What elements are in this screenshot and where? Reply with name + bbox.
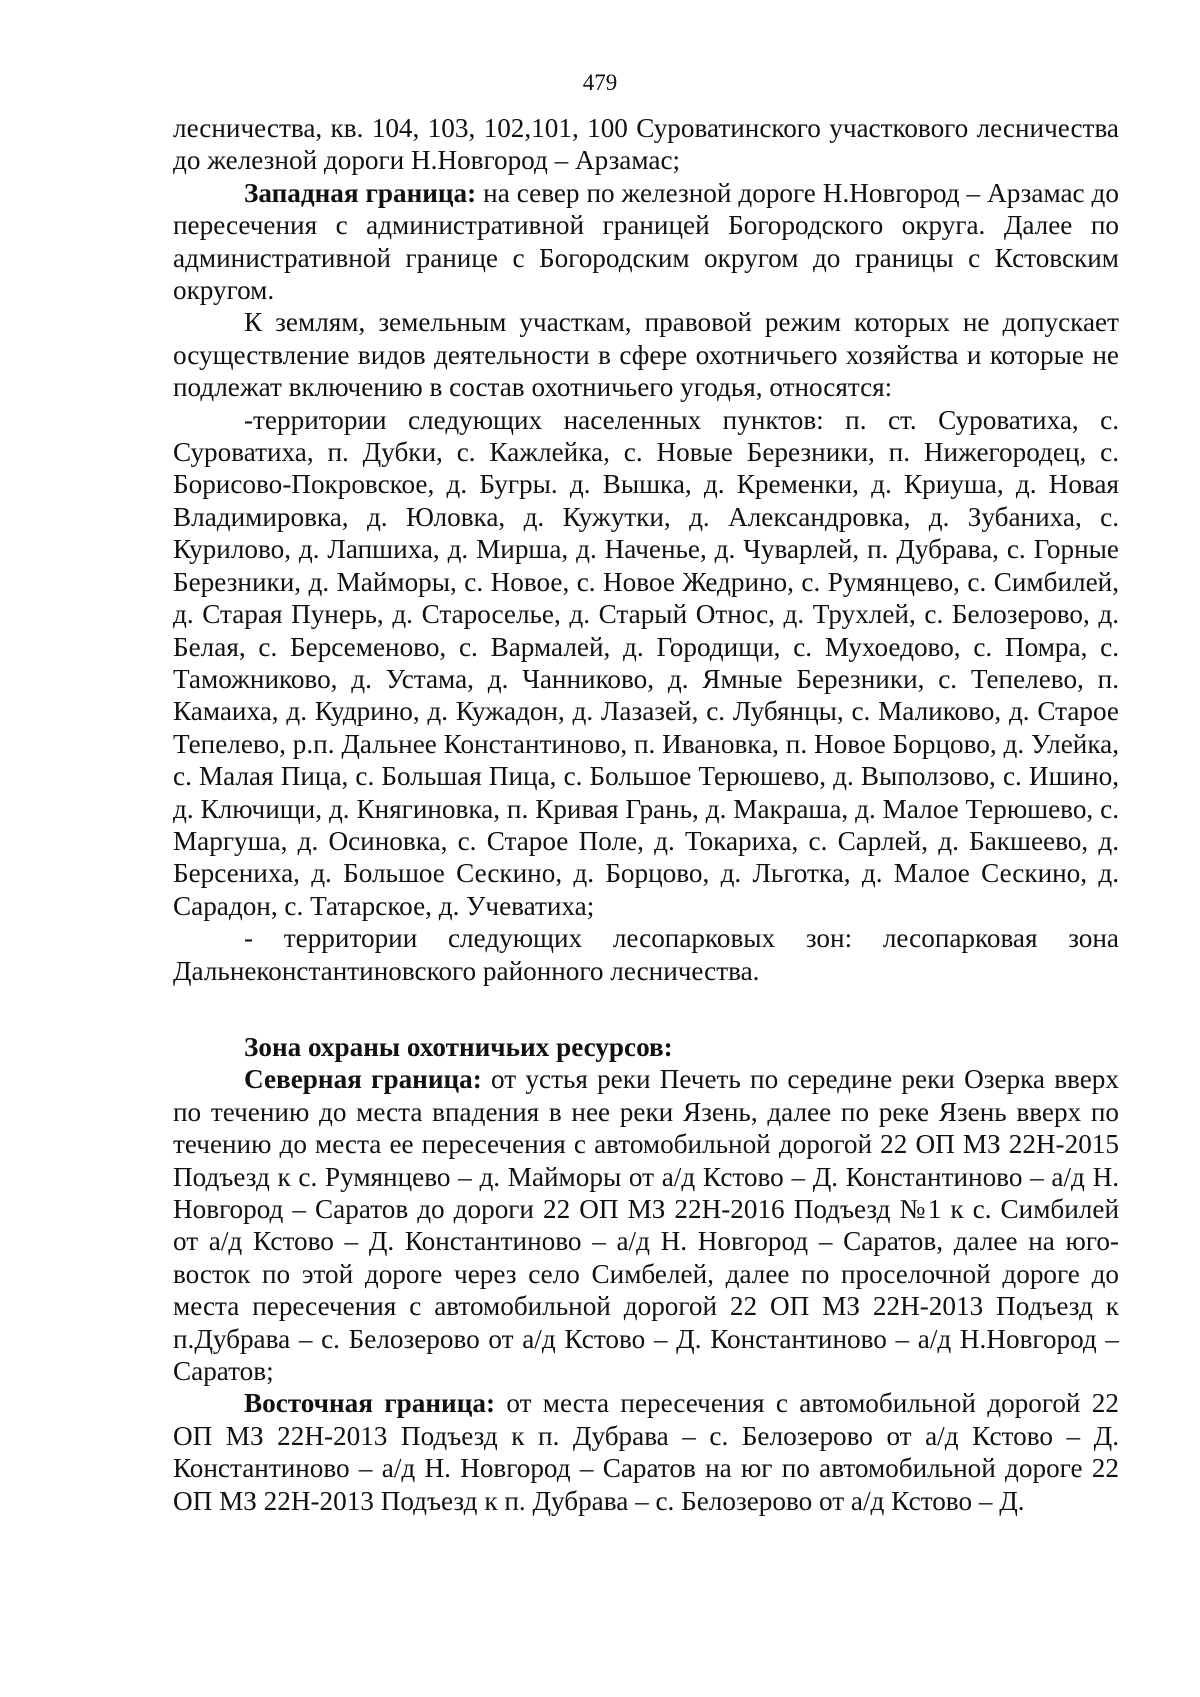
- eastern-border-label: Восточная граница:: [244, 1388, 496, 1419]
- section-heading-protection-zone: Зона охраны охотничьих ресурсов:: [244, 1031, 673, 1062]
- northern-border-label: Северная граница:: [244, 1064, 482, 1095]
- paragraph-eastern-border: [173, 1387, 1119, 1517]
- eastern-border-text: от места пересечения с автомобильной дорогой 22 ОП МЗ 22Н-2013 Подъезд к п. Дубрава – с. Белозерово от а/д Кстово – Д. Константиново – а/д Н. Новгород – Саратов на юг по автомобильной дороге 22 ОП МЗ 22Н-2013 Подъезд к п. Дубрава – с. Белозерово от а/д Кстово – Д.: [173, 1388, 1119, 1516]
- paragraph-western-border: [173, 177, 1119, 307]
- section-spacer: [173, 987, 1119, 1031]
- paragraph-northern-border: [173, 1063, 1119, 1387]
- paragraph-forestry-continuation: лесничества, кв. 104, 103, 102,101, 100 Суроватинского участкового лесничества до железной дороги Н.Новгород – Арзамас;: [173, 113, 1119, 176]
- northern-border-text: от устья реки Печеть по середине реки Озерка вверх по течению до места впадения в нее реки Язень, далее по реке Язень вверх по течению до места ее пересечения с автомобильной дорогой 22 ОП МЗ 22Н-2015 Подъезд к с. Румянцево – д. Майморы от а/д Кстово – Д. Константиново – а/д Н. Новгород – Саратов до дороги 22 ОП МЗ 22Н-2016 Подъезд №1 к с. Симбилей от а/д Кстово – Д. Константиново – а/д Н. Новгород – Саратов, далее на юго-восток по этой дороге через село Симбелей, далее по проселочной дороге до места пересечения с автомобильной дорогой 22 ОП МЗ 22Н-2013 Подъезд к п.Дубрава – с. Белозерово от а/д Кстово – Д. Константиново – а/д Н.Новгород – Саратов;: [173, 1064, 1119, 1387]
- paragraph-forest-park-zones: - территории следующих лесопарковых зон: лесопарковая зона Дальнеконстантиновского районного лесничества.: [173, 923, 1119, 986]
- western-border-label: Западная граница:: [244, 177, 477, 208]
- paragraph-settlements: -территории следующих населенных пунктов: п. ст. Суроватиха, с. Суроватиха, п. Дубки, с. Кажлейка, с. Новые Березники, п. Нижегородец, с. Борисово-Покровское, д. Бугры. д. Вышка, д. Кременки, д. Криуша, д. Новая Владимировка, д. Юловка, д. Кужутки, д. Александровка, д. Зубаниха, с. Курилово, д. Лапшиха, д. Мирша, д. Наченье, д. Чуварлей, п. Дубрава, с. Горные Березники, д. Майморы, с. Новое, с. Новое Жедрино, с. Румянцево, с. Симбилей, д. Старая Пунерь, д. Староселье, д. Старый Относ, д. Трухлей, с. Белозерово, д. Белая, с. Берсеменово, с. Вармалей, д. Городищи, с. Мухоедово, с. Помра, с. Таможниково, д. Устама, д. Чанниково, д. Ямные Березники, с. Тепелево, п. Камаиха, д. Кудрино, д. Кужадон, д. Лазазей, с. Лубянцы, с. Маликово, д. Старое Тепелево, р.п. Дальнее Константиново, п. Ивановка, п. Новое Борцово, д. Улейка, с. Малая Пица, с. Большая Пица, с. Большое Терюшево, д. Выползово, с. Ишино, д. Ключищи, д. Княгиновка, п. Кривая Грань, д. Макраша, д. Малое Терюшево, с. Маргуша, д. Осиновка, с. Старое Поле, д. Токариха, с. Сарлей, д. Бакшеево, д. Берсениха, д. Большое Сескино, д. Борцово, д. Льготка, д. Малое Сескино, д. Сарадон, с. Татарское, д. Учеватиха;: [173, 404, 1119, 921]
- page-number: 479: [582, 70, 618, 95]
- paragraph-excluded-lands: К землям, земельным участкам, правовой режим которых не допускает осуществление видов деятельности в сфере охотничьего хозяйства и которые не подлежат включению в состав охотничьего угодья, относятся:: [173, 307, 1119, 403]
- western-border-text: на север по железной дороге Н.Новгород – Арзамас до пересечения с административной границей Богородского округа. Далее по административной границе с Богородским округом до границы с Кстовским округом.: [173, 177, 1119, 306]
- document-body: [173, 112, 1119, 1517]
